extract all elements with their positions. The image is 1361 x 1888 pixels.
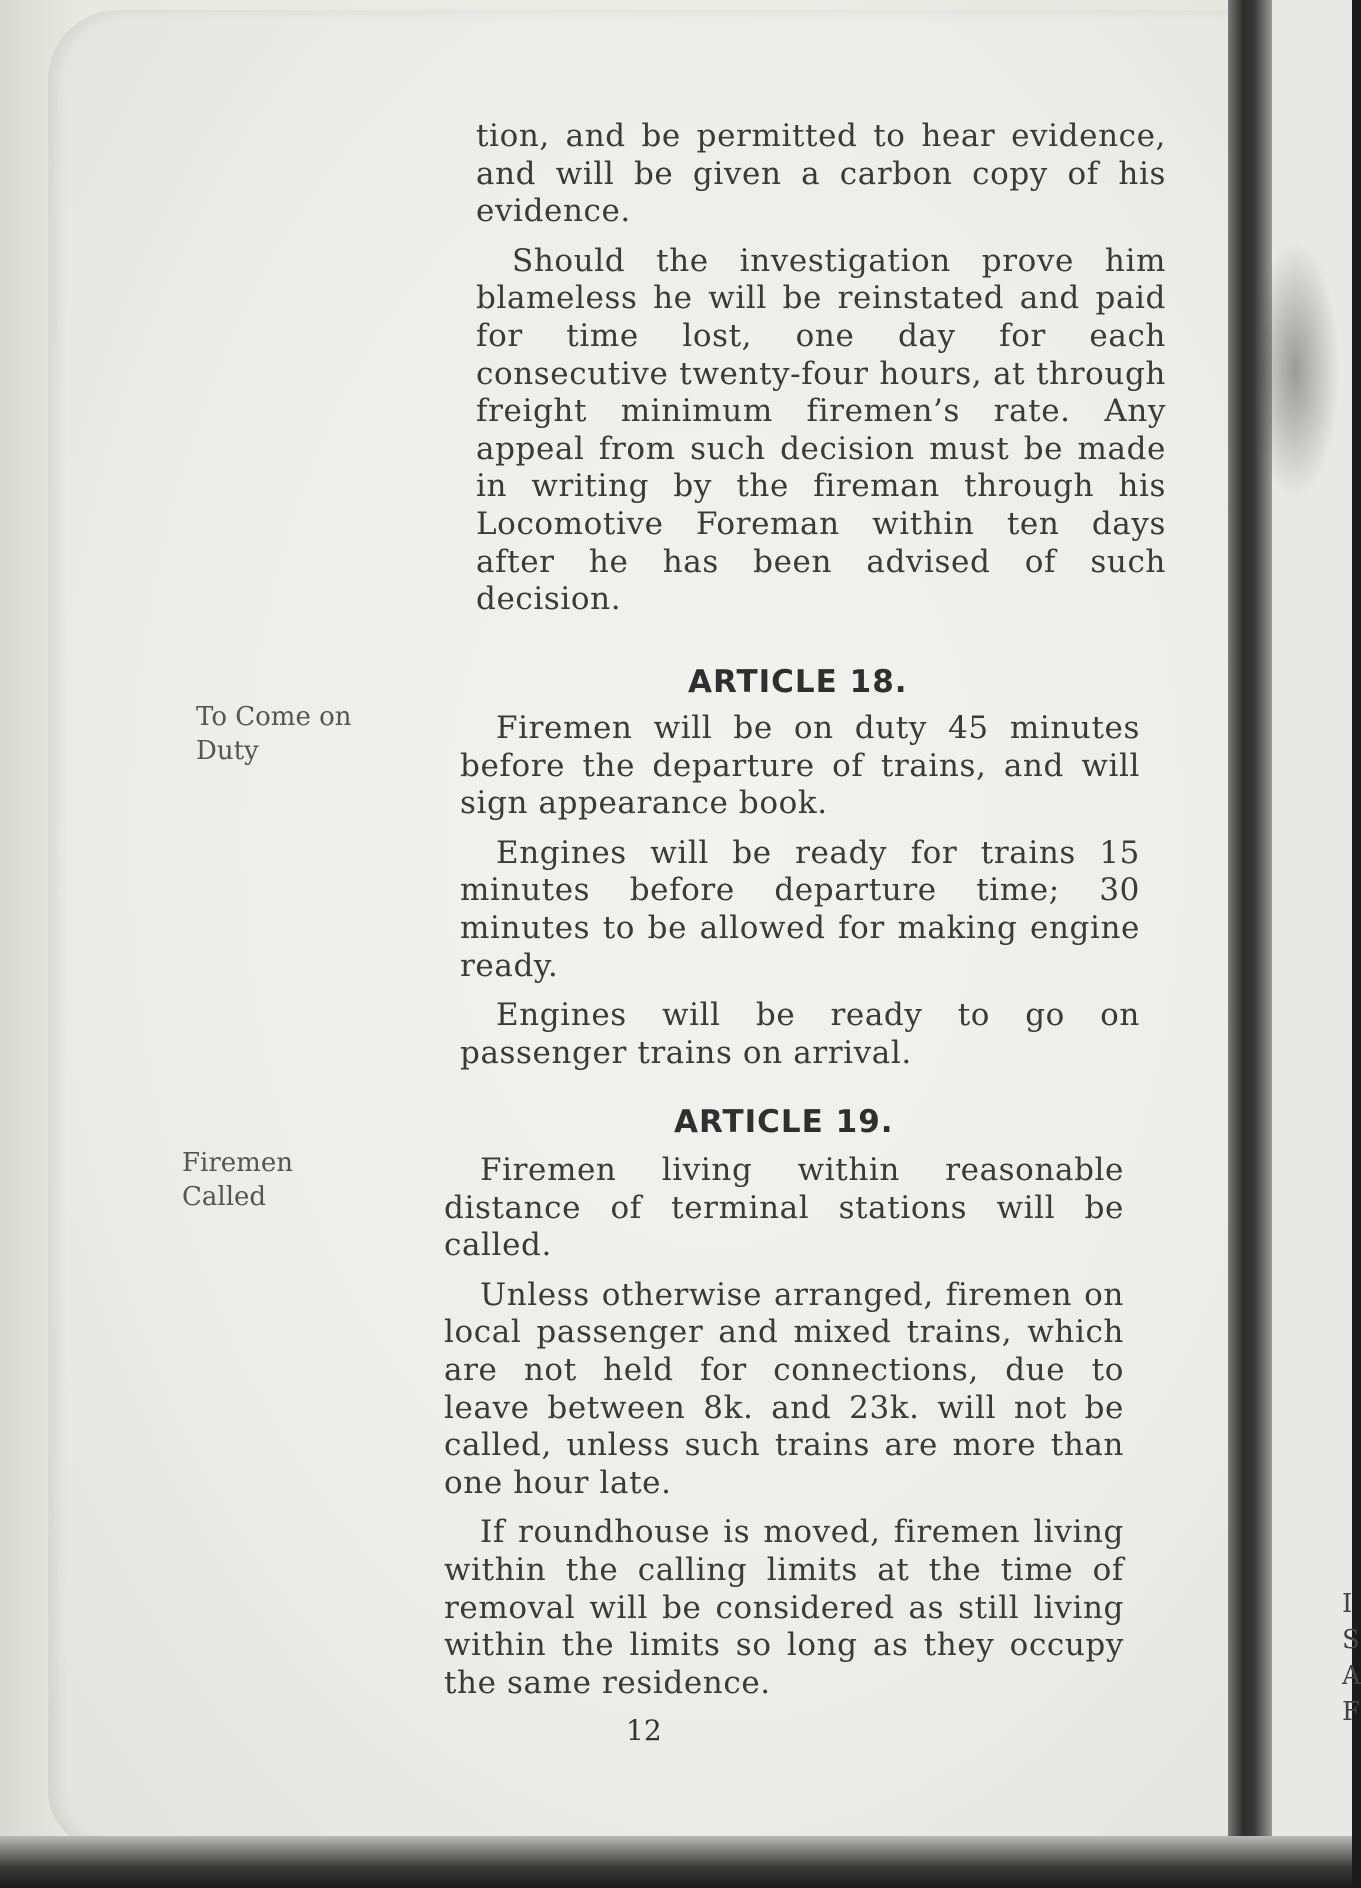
margin-note-line: To Come on	[196, 702, 352, 732]
paragraph: Firemen living within reasonable distance of terminal stations will be called.	[444, 1152, 1124, 1264]
edge-letter: F	[1342, 1697, 1361, 1727]
edge-letter: S	[1342, 1625, 1360, 1655]
margin-note-to-come-on-duty	[196, 700, 352, 768]
paragraph: tion, and be permitted to hear evidence, and will be given a carbon copy of his evidence.	[476, 118, 1166, 230]
ink-smudge	[1250, 240, 1340, 500]
paragraph: If roundhouse is moved, firemen living within the calling limits at the time of removal will be considered as still living within the limits so long as they occupy the same residence.	[444, 1514, 1124, 1701]
edge-letter: A	[1342, 1661, 1361, 1691]
page-number: 12	[626, 1714, 662, 1747]
book-bottom-edge	[0, 1836, 1352, 1888]
paragraph: Firemen will be on duty 45 minutes before the departure of trains, and will sign appearance book.	[460, 710, 1140, 822]
paragraph: Engines will be ready for trains 15 minutes before departure time; 30 minutes to be allowed for making engine ready.	[460, 834, 1140, 984]
margin-note-line: Duty	[196, 736, 259, 766]
edge-letter: I	[1342, 1589, 1353, 1619]
adjacent-page-edge-text	[1342, 1586, 1361, 1730]
article-19-body	[444, 1152, 1124, 1702]
margin-note-firemen-called	[182, 1146, 293, 1214]
paragraph: Unless otherwise arranged, firemen on local passenger and mixed trains, which are not held for connections, due to leave between 8k. and 23k. will not be called, unless such trains are more than one hour late.	[444, 1276, 1124, 1501]
margin-note-line: Firemen	[182, 1148, 293, 1178]
paragraph: Should the investigation prove him blameless he will be reinstated and paid for time lost, one day for each consecutive twenty-four hours, at through freight minimum firemen’s rate. Any appeal from such decision must be made in writing by the fireman through his Locomotive Foreman within ten days after he has been advised of such decision.	[476, 242, 1166, 618]
article-18-body	[460, 710, 1140, 1072]
margin-note-line: Called	[182, 1182, 267, 1212]
article-17-continuation	[476, 118, 1166, 619]
paragraph: Engines will be ready to go on passenger trains on arrival.	[460, 997, 1140, 1071]
article-19-heading: ARTICLE 19.	[674, 1104, 894, 1140]
article-18-heading: ARTICLE 18.	[688, 664, 908, 700]
